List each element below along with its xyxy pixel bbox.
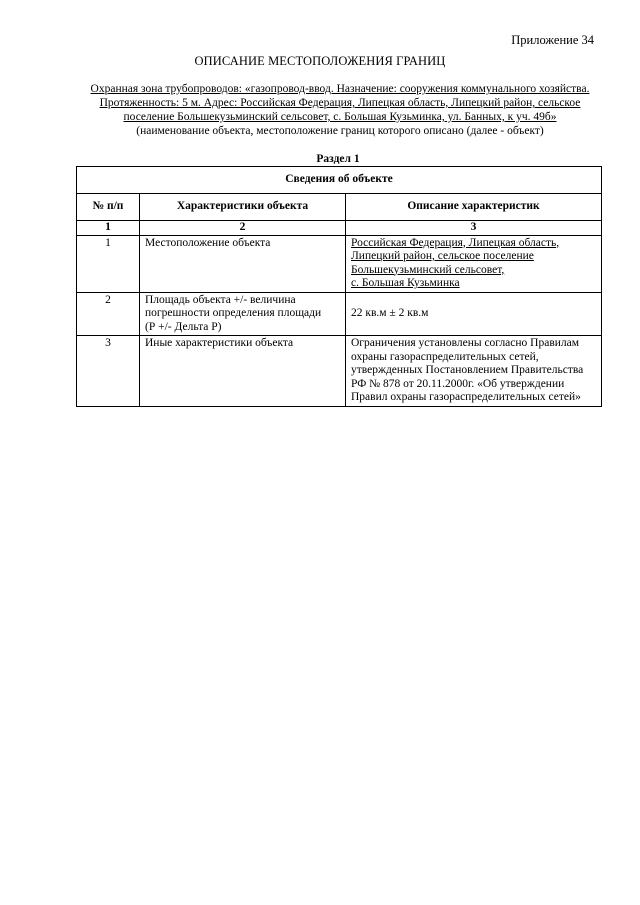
desc-line: Ограничения установлены согласно Правилам (351, 337, 580, 349)
table-row (77, 235, 602, 292)
desc-line: утвержденных Постановлением Правительства (351, 364, 584, 376)
header-characteristics: Характеристики объекта (140, 194, 346, 221)
object-line-1: Охранная зона трубопроводов: «газопровод-ввод. Назначение: сооружения коммунального хозяйства. (90, 83, 590, 95)
desc-line: Правил охраны газораспределительных сетей» (351, 391, 581, 403)
object-line-3: поселение Большекузьминский сельсовет, с. Большая Кузьминка, ул. Банных, к уч. 49б» (123, 111, 557, 123)
desc-line: Большекузьминский сельсовет, (351, 263, 505, 276)
char-line: погрешности определения площади (145, 307, 322, 319)
section-heading: Раздел 1 (316, 153, 360, 165)
colnum-2: 2 (140, 221, 346, 236)
header-description: Описание характеристик (346, 194, 602, 221)
table-row (77, 292, 602, 336)
row-description: 22 кв.м ± 2 кв.м (346, 292, 602, 336)
row-description (346, 235, 602, 292)
row-characteristic: Местоположение объекта (140, 235, 346, 292)
desc-line: с. Большая Кузьминка (351, 277, 460, 289)
document-title: ОПИСАНИЕ МЕСТОПОЛОЖЕНИЯ ГРАНИЦ (194, 54, 446, 68)
colnum-1: 1 (77, 221, 140, 236)
row-number: 1 (77, 235, 140, 292)
char-line: Площадь объекта +/- величина (145, 293, 296, 306)
table-caption: Сведения об объекте (77, 167, 602, 194)
colnum-3: 3 (346, 221, 602, 236)
desc-line: охраны газораспределительных сетей, (351, 350, 539, 363)
table-row (77, 336, 602, 407)
object-info-table (76, 166, 602, 407)
desc-line: Липецкий район, сельское поселение (351, 250, 534, 262)
object-description (60, 82, 620, 138)
row-characteristic: Иные характеристики объекта (140, 336, 346, 407)
object-line-2: Протяженность: 5 м. Адрес: Российская Федерация, Липецкая область, Липецкий район, сельское (99, 97, 581, 109)
object-note: (наименование объекта, местоположение границ которого описано (далее - объект) (136, 125, 544, 137)
row-description (346, 336, 602, 407)
char-line: (Р +/- Дельта Р) (145, 320, 222, 333)
appendix-number: Приложение 34 (511, 33, 594, 47)
row-characteristic (140, 292, 346, 336)
desc-line: РФ № 878 от 20.11.2000г. «Об утверждении (351, 377, 565, 390)
desc-line: Российская Федерация, Липецкая область, (351, 236, 560, 249)
header-number: № п/п (77, 194, 140, 221)
row-number: 2 (77, 292, 140, 336)
row-number: 3 (77, 336, 140, 407)
